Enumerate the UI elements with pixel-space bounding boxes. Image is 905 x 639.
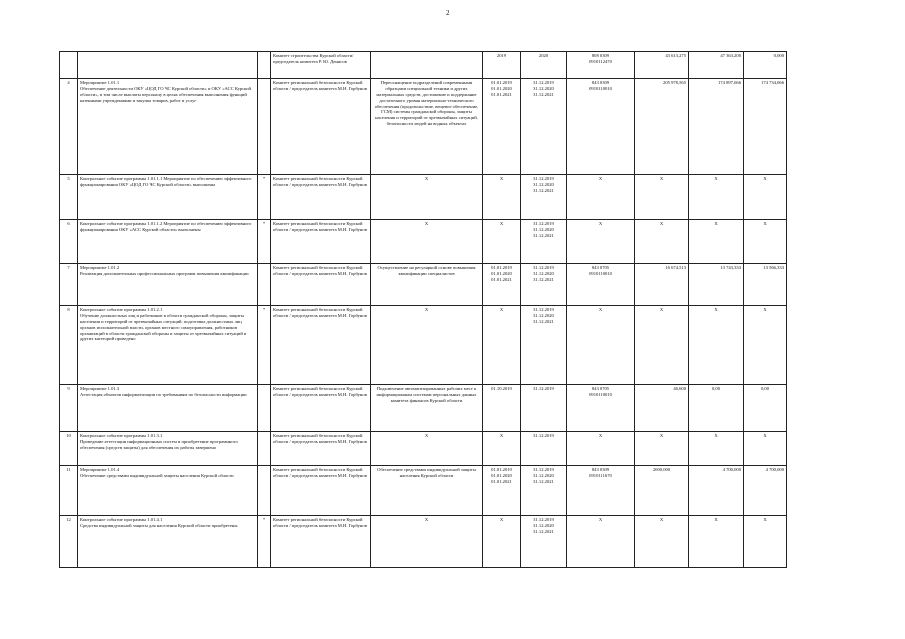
executor-cell: Комитет региональной безопасности Курской области / председатель комитета М.Н. Горбунов <box>271 175 371 220</box>
end-date: 31.12.2019 31.12.2020 31.12.2021 <box>521 306 567 385</box>
expected-result: Подключение автоматизированных рабочих мест к информационным системам персональных данных комитета финансов Курской области <box>371 385 483 432</box>
control-event-mark <box>258 385 271 432</box>
funding-2019: X <box>635 220 689 264</box>
activity-title: Контрольное событие программы 1.01.2.1 Обучение должностных лиц и работников в области гражданской обороны, защиты населения и территорий от чрезвычайных ситуаций, подготовка должностных лиц органов исполнительной власти, органов местного самоуправления, работников организаций в области гражданской обороны и защиты от чрезвычайных ситуаций и других категорий проведено <box>78 306 258 385</box>
funding-2020: X <box>689 175 744 220</box>
row-number: 6 <box>60 220 78 264</box>
start-date: 01.10.2019 <box>483 385 521 432</box>
executor-cell: Комитет региональной безопасности Курской области / председатель комитета М.Н. Горбунов <box>271 264 371 306</box>
budget-code: X <box>567 516 635 568</box>
expected-result: X <box>371 516 483 568</box>
funding-2019: 43 613,275 <box>635 52 689 79</box>
budget-code: 843 0705 0910110010 <box>567 385 635 432</box>
activity-title: Контрольное событие программы 1.01.1.1 Мероприятие по обеспечению эффективного функционирования ОКУ «ЦОД ГО ЧС Курской области» выполнены <box>78 175 258 220</box>
budget-code: 843 0309 0910110010 <box>567 79 635 175</box>
program-plan-table <box>59 51 787 568</box>
funding-2019: 16 674,513 <box>635 264 689 306</box>
expected-result <box>371 52 483 79</box>
end-date: 31.12.2019 31.12.2020 31.12.2021 <box>521 79 567 175</box>
table-row <box>60 79 787 175</box>
funding-2020: X <box>689 220 744 264</box>
budget-code: X <box>567 220 635 264</box>
start-date: 01.01.2019 01.01.2020 01.01.2021 <box>483 79 521 175</box>
end-date: 31.12.2019 31.12.2020 31.12.2021 <box>521 466 567 516</box>
executor-cell: Комитет региональной безопасности Курской области / председатель комитета М.Н. Горбунов <box>271 432 371 466</box>
funding-2020: X <box>689 432 744 466</box>
end-date: 31.12.2019 31.12.2020 31.12.2021 <box>521 175 567 220</box>
table-row <box>60 52 787 79</box>
start-date: 01.01.2019 01.01.2020 01.01.2021 <box>483 264 521 306</box>
start-date: 2019 <box>483 52 521 79</box>
activity-title <box>78 52 258 79</box>
row-number: 5 <box>60 175 78 220</box>
funding-2020: X <box>689 516 744 568</box>
end-date: 31.12.2019 <box>521 385 567 432</box>
executor-cell: Комитет региональной безопасности Курской области / председатель комитета М.Н. Горбунов <box>271 220 371 264</box>
row-number: 9 <box>60 385 78 432</box>
funding-2021: X <box>744 432 787 466</box>
row-number: 8 <box>60 306 78 385</box>
end-date: 2020 <box>521 52 567 79</box>
funding-2020: X <box>689 306 744 385</box>
expected-result: Осуществление на регулярной основе повышения квалификации специалистов <box>371 264 483 306</box>
funding-2021: X <box>744 220 787 264</box>
control-event-mark <box>258 432 271 466</box>
control-event-mark <box>258 264 271 306</box>
row-number: 7 <box>60 264 78 306</box>
activity-title: Контрольное событие программы 1.01.4.1 Средства индивидуальной защиты для населения Курской области приобретены <box>78 516 258 568</box>
budget-code: 808 0309 0910112470 <box>567 52 635 79</box>
funding-2021: X <box>744 516 787 568</box>
budget-code: X <box>567 432 635 466</box>
expected-result: X <box>371 175 483 220</box>
table-row <box>60 220 787 264</box>
table-row <box>60 466 787 516</box>
table-row <box>60 385 787 432</box>
funding-2019: X <box>635 516 689 568</box>
control-event-mark <box>258 79 271 175</box>
table-row <box>60 306 787 385</box>
row-number: 4 <box>60 79 78 175</box>
executor-cell: Комитет региональной безопасности Курской области / председатель комитета М.Н. Горбунов <box>271 79 371 175</box>
funding-2019: X <box>635 306 689 385</box>
funding-2020: 13 743,333 <box>689 264 744 306</box>
funding-2021: 0,00 <box>744 385 787 432</box>
expected-result: X <box>371 432 483 466</box>
funding-2019: 205 978,565 <box>635 79 689 175</box>
start-date: X <box>483 516 521 568</box>
expected-result: X <box>371 306 483 385</box>
control-event-mark: * <box>258 175 271 220</box>
table-row <box>60 432 787 466</box>
executor-cell: Комитет региональной безопасности Курской области / председатель комитета М.Н. Горбунов <box>271 466 371 516</box>
row-number: 12 <box>60 516 78 568</box>
start-date: X <box>483 175 521 220</box>
funding-2021: 13 566,333 <box>744 264 787 306</box>
funding-2021: X <box>744 306 787 385</box>
expected-result: X <box>371 220 483 264</box>
activity-title: Контрольное событие программы 1.01.1.2 Мероприятие по обеспечению эффективного функционирования ОКУ «АСС Курской области» выполнены <box>78 220 258 264</box>
funding-2021: 174 734,066 <box>744 79 787 175</box>
budget-code: 843 0705 0910110010 <box>567 264 635 306</box>
executor-cell: Комитет региональной безопасности Курской области / председатель комитета М.Н. Горбунов <box>271 306 371 385</box>
control-event-mark: * <box>258 516 271 568</box>
expected-result: Переоснащение подразделений современными образцами специальной техники и других материальных средств, достижение и поддержание достаточного уровня материально-технического обеспечения (продовольствие, вещевое обеспечение, ГСМ) системы гражданской обороны, защиты населения и территорий от чрезвычайных ситуаций, безопасности людей на водных объектах <box>371 79 483 175</box>
control-event-mark: * <box>258 220 271 264</box>
control-event-mark <box>258 52 271 79</box>
expected-result: Обеспечение средствами индивидуальной защиты населения Курской области <box>371 466 483 516</box>
executor-cell: Комитет региональной безопасности Курской области / председатель комитета М.Н. Горбунов <box>271 385 371 432</box>
executor-cell: Комитет строительства Курской области/ председатель комитета Р. Ю. Денисов <box>271 52 371 79</box>
start-date: X <box>483 306 521 385</box>
funding-2020: 47 363,200 <box>689 52 744 79</box>
row-number: 10 <box>60 432 78 466</box>
budget-code: 843 0309 0910111670 <box>567 466 635 516</box>
table-row <box>60 264 787 306</box>
budget-code: X <box>567 306 635 385</box>
control-event-mark: * <box>258 306 271 385</box>
table-row <box>60 516 787 568</box>
control-event-mark <box>258 466 271 516</box>
table-body <box>60 52 787 568</box>
start-date: X <box>483 432 521 466</box>
funding-2020: 174 897,666 <box>689 79 744 175</box>
activity-title: Мероприятие 1.01.2 Реализация дополнительных профессиональных программ повышения квалификации <box>78 264 258 306</box>
funding-2020: 0,00 <box>689 385 744 432</box>
start-date: X <box>483 220 521 264</box>
activity-title: Мероприятие 1.01.1 Обеспечение деятельности ОКУ «ЦОД ГО ЧС Курской области» и ОКУ «АСС Курской области», в том числе выплаты персоналу в целях обеспечения выполнения функций казенными учреждениями и закупка товаров, работ и услуг <box>78 79 258 175</box>
end-date: 31.12.2019 31.12.2020 31.12.2021 <box>521 516 567 568</box>
funding-2021: 0,000 <box>744 52 787 79</box>
funding-2019: X <box>635 175 689 220</box>
end-date: 31.12.2019 31.12.2020 31.12.2021 <box>521 220 567 264</box>
page-number: 2 <box>446 9 450 17</box>
row-number: 11 <box>60 466 78 516</box>
funding-2021: X <box>744 175 787 220</box>
table-row <box>60 175 787 220</box>
funding-2019: X <box>635 432 689 466</box>
funding-2021: 4 700,000 <box>744 466 787 516</box>
funding-2020: 4 700,000 <box>689 466 744 516</box>
start-date: 01.01.2019 01.01.2020 01.01.2021 <box>483 466 521 516</box>
activity-title: Мероприятие 1.01.3 Аттестация объектов информатизации по требованиям по безопасности информации <box>78 385 258 432</box>
end-date: 31.12.2019 31.12.2020 31.12.2021 <box>521 264 567 306</box>
budget-code: X <box>567 175 635 220</box>
row-number <box>60 52 78 79</box>
funding-2019: 46,600 <box>635 385 689 432</box>
executor-cell: Комитет региональной безопасности Курской области / председатель комитета М.Н. Горбунов <box>271 516 371 568</box>
activity-title: Контрольное событие программы 1.01.3.1 Проведение аттестации информационных систем и приобретение программного обеспечения (средств защиты) для обеспечения их работы завершено <box>78 432 258 466</box>
activity-title: Мероприятие 1.01.4 Обеспечение средствами индивидуальной защиты населения Курской области <box>78 466 258 516</box>
end-date: 31.12.2019 <box>521 432 567 466</box>
funding-2019: 2000,000 <box>635 466 689 516</box>
